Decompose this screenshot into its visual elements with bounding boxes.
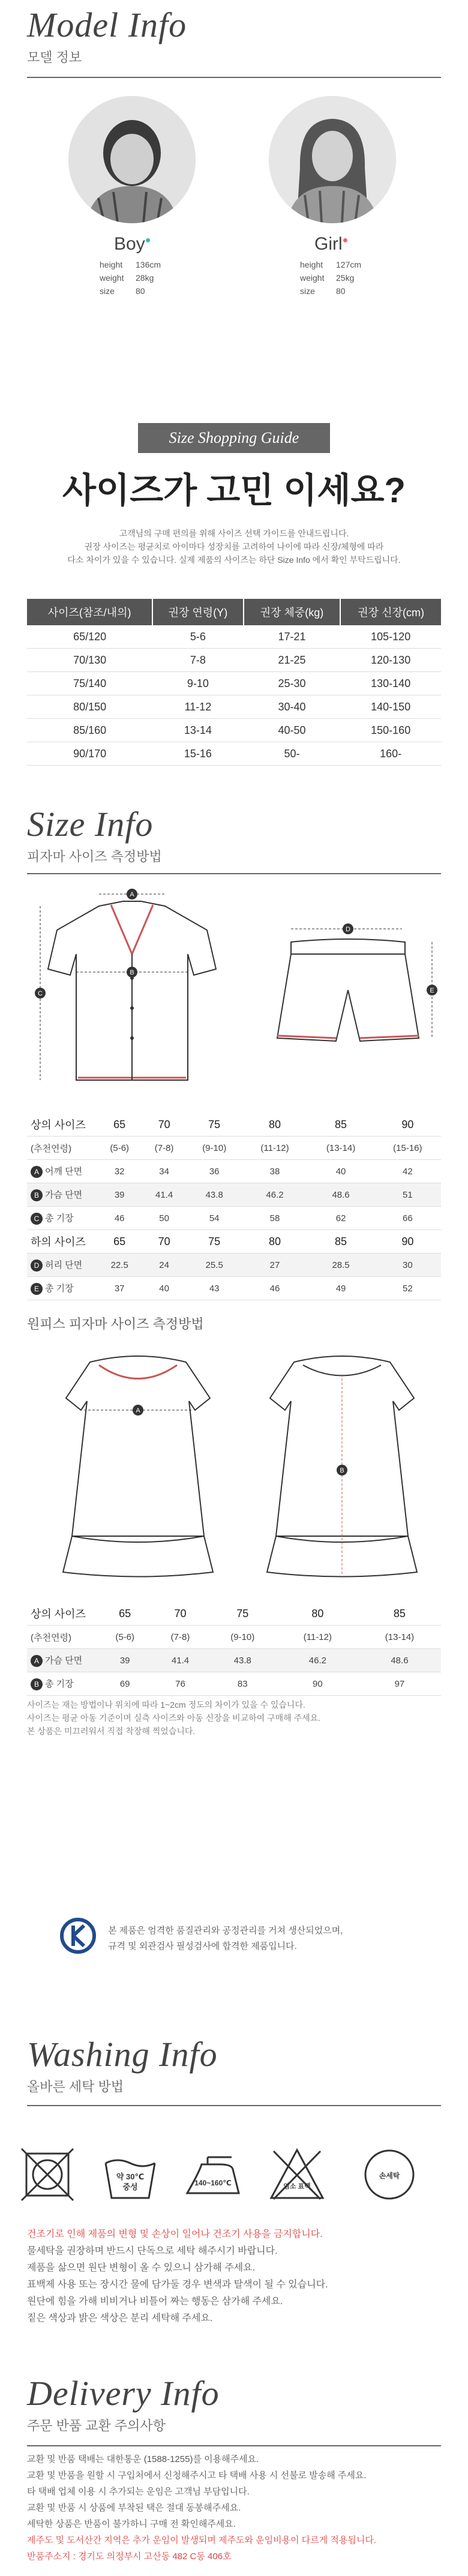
size-guide-badge: Size Shopping Guide bbox=[138, 423, 330, 453]
table-row: (추천연령) (5-6) (7-8) (9-10) (11-12) (13-14) bbox=[27, 1626, 441, 1649]
table-header: 사이즈(참조/내의) bbox=[27, 599, 152, 625]
table-row: 90/170 15-16 50- 160- bbox=[27, 742, 441, 766]
size-notes: 사이즈는 재는 방법이나 위치에 따라 1~2cm 정도의 차이가 있을 수 있습니다. 사이즈는 평균 아동 기준이며 실측 사이즈와 아동 신장을 비교하여 구매해 주세요. 본 상품은 미끄러워서 직접 착장해 찍었습니다. bbox=[27, 1700, 321, 1736]
delivery-instructions: 교환 및 반품 택배는 대한통운 (1588-1255)를 이용해주세요. 교환 및 반품을 원할 시 구입처에서 신청해주시고 타 택배 사용 시 선불로 발송해 주세요. 타 택배 업체 이용 시 추가되는 운임은 고객님 부담입니다. 교환 및 반품 시 상품에 부착된 택은 절대 동봉해주세요. 세탁한 상품은 반품이 불가하니 구매 전 확인해주세요. 제주도 및 도서산간 지역은 추가 운임이 발생되며 제주도와 운임비용이 다르게 적용됩니다. 반품주소지 : 경기도 의정부시 고산동 482 C동 406호 bbox=[27, 2454, 376, 2562]
table-header: 권장 체중(kg) bbox=[244, 599, 341, 625]
divider bbox=[27, 2445, 441, 2446]
kc-text-2: 규격 및 외관검사 필성검사에 합격한 제품입니다. bbox=[108, 1941, 297, 1951]
washing-title: Washing Info bbox=[27, 2035, 218, 2074]
onepiece-subtitle: 원피스 피자마 사이즈 측정방법 bbox=[27, 1317, 204, 1332]
shorts-diagram bbox=[264, 918, 444, 1062]
iron-icon: 140~160℃ bbox=[184, 2145, 242, 2204]
boy-photo bbox=[68, 96, 196, 223]
svg-text:B: B bbox=[340, 1467, 344, 1474]
model-subtitle: 모델 정보 bbox=[27, 50, 82, 65]
divider bbox=[27, 77, 441, 78]
svg-text:A: A bbox=[136, 1407, 140, 1414]
washing-instructions: 건조기로 인해 제품의 변형 및 손상이 일어나 건조기 사용을 금지합니다. 물세탁을 권장하며 반드시 단독으로 세탁 해주시기 바랍니다. 제품을 삶으면 원단 변형이 올 수 있으니 삼가해 주세요. 표백제 사용 또는 장시간 물에 담가둘 경우 변색과 탈색이 될 수 있습니다. 원단에 힘을 가해 비비거나 비틀어 짜는 행동은 삼가해 주세요. 짙은 색상과 밝은 색상은 분리 세탁해 주세요. bbox=[27, 2229, 328, 2323]
svg-text:B: B bbox=[130, 969, 134, 976]
size-guide-table bbox=[27, 599, 441, 766]
shirt-diagram bbox=[33, 888, 231, 1098]
badge-c-icon: C bbox=[31, 1213, 43, 1225]
svg-text:E: E bbox=[430, 987, 434, 994]
delivery-section-header bbox=[27, 2373, 220, 2434]
badge-b-icon: B bbox=[31, 1678, 43, 1690]
pajama-size-table bbox=[27, 1113, 441, 1300]
badge-d-icon: D bbox=[31, 1259, 43, 1271]
delivery-title: Delivery Info bbox=[27, 2374, 220, 2413]
size-title: Size Info bbox=[27, 805, 154, 844]
girl-photo bbox=[269, 96, 396, 223]
table-row: A 어깨 단면 32 34 36 38 40 42 bbox=[27, 1160, 441, 1183]
table-row: 80/150 11-12 30-40 140-150 bbox=[27, 695, 441, 719]
no-tumble-dry-icon bbox=[18, 2145, 77, 2204]
table-row: D 허리 단면 22.5 24 25.5 27 28.5 30 bbox=[27, 1253, 441, 1277]
size-question: 사이즈가 고민 이세요? bbox=[62, 471, 406, 510]
table-row: 85/160 13-14 40-50 150-160 bbox=[27, 719, 441, 742]
table-row: 65/120 5-6 17-21 105-120 bbox=[27, 625, 441, 649]
table-row: (추천연령) (5-6) (7-8) (9-10) (11-12) (13-14) (15-16) bbox=[27, 1136, 441, 1160]
dress-diagram bbox=[48, 1344, 432, 1584]
badge-a-icon: A bbox=[31, 1166, 43, 1178]
model-title: Model Info bbox=[27, 5, 187, 44]
table-row: 상의 사이즈 65 70 75 80 85 bbox=[27, 1602, 441, 1626]
size-section-header bbox=[27, 804, 162, 865]
hand-wash-icon: 손세탁 bbox=[360, 2145, 419, 2204]
size-subtitle: 피자마 사이즈 측정방법 bbox=[27, 849, 162, 864]
badge-a-icon: A bbox=[31, 1655, 43, 1667]
badge-e-icon: E bbox=[31, 1283, 43, 1295]
table-row: B 가슴 단면 39 41.4 43.8 46.2 48.6 51 bbox=[27, 1183, 441, 1207]
table-row: 70/130 7-8 21-25 120-130 bbox=[27, 649, 441, 672]
delivery-subtitle: 주문 반품 교환 주의사항 bbox=[27, 2418, 166, 2433]
table-row: C 총 기장 46 50 54 58 62 66 bbox=[27, 1207, 441, 1230]
badge-b-icon: B bbox=[31, 1189, 43, 1201]
table-header-row bbox=[27, 599, 441, 625]
table-row: 하의 사이즈 65 70 75 80 85 90 bbox=[27, 1230, 441, 1253]
guide-desc-3: 다소 차이가 있을 수 있습니다. 실제 제품의 사이즈는 하단 Size Info 에서 확인 부탁드립니다. bbox=[67, 555, 401, 565]
svg-text:C: C bbox=[38, 990, 43, 997]
divider bbox=[27, 2105, 441, 2106]
girl-stats: height 127cm weight 25kg size 80 bbox=[300, 260, 362, 296]
table-row: E 총 기장 37 40 43 46 49 52 bbox=[27, 1277, 441, 1300]
table-row: 75/140 9-10 25-30 130-140 bbox=[27, 672, 441, 695]
table-row: 상의 사이즈 65 70 75 80 85 90 bbox=[27, 1113, 441, 1136]
no-bleach-icon: 염소 표백 bbox=[268, 2145, 326, 2204]
table-row: A 가슴 단면 39 41.4 43.8 46.2 48.6 bbox=[27, 1649, 441, 1672]
kc-mark-icon bbox=[60, 1915, 96, 1957]
table-header: 권장 연령(Y) bbox=[152, 599, 243, 625]
onepiece-size-table bbox=[27, 1602, 441, 1696]
boy-name: Boy● bbox=[114, 234, 151, 254]
kc-text-1: 본 제품은 엄격한 품질관리와 공정관리를 거쳐 생산되었으며, bbox=[108, 1926, 343, 1936]
kc-certification bbox=[60, 1911, 408, 1965]
divider bbox=[27, 873, 441, 874]
guide-desc-1: 고객님의 구매 편의를 위해 사이즈 선택 가이드를 안내드립니다. bbox=[119, 529, 349, 538]
washing-section-header bbox=[27, 2034, 218, 2095]
guide-desc-2: 권장 사이즈는 평균치로 아이마다 성장치를 고려하여 나이에 따라 신장/체형에 따라 bbox=[84, 542, 384, 551]
girl-name: Girl● bbox=[314, 234, 349, 254]
svg-text:A: A bbox=[130, 891, 134, 898]
washing-subtitle: 올바른 세탁 방법 bbox=[27, 2079, 124, 2094]
model-section-header bbox=[27, 5, 187, 66]
table-header: 권장 신장(cm) bbox=[340, 599, 441, 625]
boy-stats: height 136cm weight 28kg size 80 bbox=[100, 260, 161, 296]
wash-30-icon: 약 30℃ 중성 bbox=[101, 2145, 160, 2204]
svg-text:D: D bbox=[346, 926, 350, 933]
table-row: B 총 기장 69 76 83 90 97 bbox=[27, 1672, 441, 1696]
